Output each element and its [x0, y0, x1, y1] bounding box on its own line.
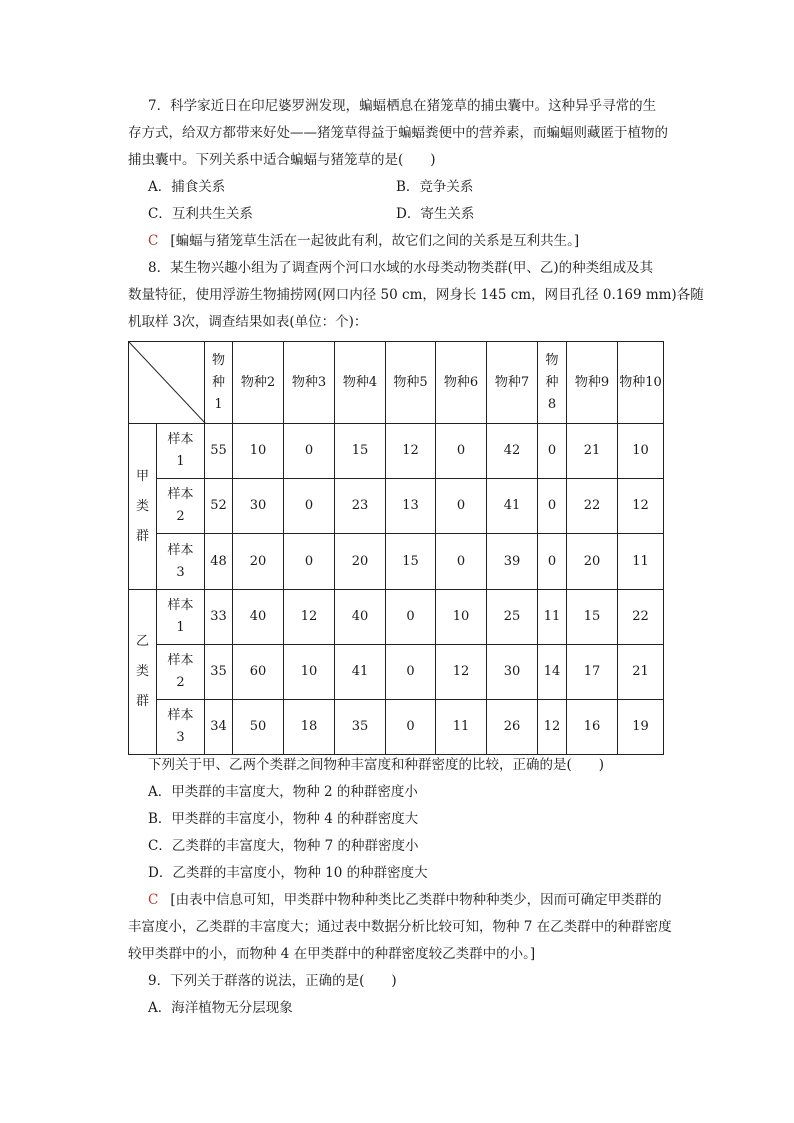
- table-cell: 34: [205, 700, 233, 755]
- table-cell: 0: [436, 479, 487, 534]
- table-cell: 0: [284, 424, 335, 479]
- species-header: 物种1: [205, 342, 233, 424]
- table-corner-cell: [129, 342, 205, 424]
- table-cell: 0: [436, 424, 487, 479]
- table-cell: 0: [386, 645, 436, 700]
- q8-answer: [148, 890, 662, 910]
- table-cell: 0: [538, 479, 567, 534]
- q8-stem-line3: 机取样 3次，调查结果如表(单位：个)：: [128, 314, 368, 330]
- table-cell: 22: [618, 590, 664, 645]
- table-cell: 0: [284, 479, 335, 534]
- table-cell: 48: [205, 534, 233, 590]
- table-cell: 10: [284, 645, 335, 700]
- table-cell: 10: [436, 590, 487, 645]
- table-cell: 0: [538, 534, 567, 590]
- sample-label: 样本2: [157, 479, 205, 534]
- corner-diagonal: [129, 342, 206, 424]
- q8-explanation-line1: [由表中信息可知，甲类群中物种种类比乙类群中物种种类少，因而可确定甲类群的: [170, 892, 662, 908]
- table-cell: 35: [335, 700, 386, 755]
- q7-answer: [148, 231, 579, 251]
- table-cell: 26: [487, 700, 538, 755]
- q7-stem-line1: 7．科学家近日在印尼婆罗洲发现，蝙蝠栖息在猪笼草的捕虫囊中。这种异乎寻常的生: [148, 98, 657, 114]
- q7-stem-line2: 存方式，给双方都带来好处——猪笼草得益于蝙蝠粪便中的营养素，而蝙蝠则藏匿于植物的: [128, 125, 668, 141]
- table-cell: 0: [538, 424, 567, 479]
- table-cell: 18: [284, 700, 335, 755]
- table-cell: 52: [205, 479, 233, 534]
- table-cell: 10: [233, 424, 284, 479]
- species-header: 物种6: [436, 342, 487, 424]
- q7-explanation: [蝙蝠与猪笼草生活在一起彼此有利，故它们之间的关系是互利共生。]: [170, 233, 580, 249]
- q8-answer-letter: C: [148, 892, 159, 908]
- table-cell: 12: [618, 479, 664, 534]
- table-cell: 16: [567, 700, 618, 755]
- q8-explanation-line2: 丰富度小，乙类群的丰富度大；通过表中数据分析比较可知，物种 7 在乙类群中的种群密度: [128, 919, 672, 935]
- table-cell: 39: [487, 534, 538, 590]
- q8-explanation-line3: 较甲类群中的小，而物种 4 在甲类群中的种群密度较乙类群中的小。]: [128, 946, 536, 962]
- q8-option-d: D．乙类群的丰富度小，物种 10 的种群密度大: [148, 865, 428, 881]
- q9-option-a: A．海洋植物无分层现象: [148, 1000, 293, 1016]
- table-cell: 41: [335, 645, 386, 700]
- q9-stem: 9．下列关于群落的说法，正确的是( ): [148, 973, 397, 989]
- group-label-yi: 乙类群: [129, 590, 157, 755]
- table-cell: 20: [567, 534, 618, 590]
- table-cell: 14: [538, 645, 567, 700]
- q8-option-a: A．甲类群的丰富度大，物种 2 的种群密度小: [148, 784, 418, 800]
- sample-label: 样本1: [157, 424, 205, 479]
- table-cell: 40: [233, 590, 284, 645]
- q7-option-a: A．捕食关系: [148, 179, 226, 195]
- table-cell: 15: [335, 424, 386, 479]
- table-cell: 25: [487, 590, 538, 645]
- table-cell: 23: [335, 479, 386, 534]
- species-header: 物种2: [233, 342, 284, 424]
- table-cell: 10: [618, 424, 664, 479]
- q7-option-d: D．寄生关系: [396, 206, 475, 222]
- table-cell: 11: [618, 534, 664, 590]
- table-cell: 33: [205, 590, 233, 645]
- table-cell: 11: [436, 700, 487, 755]
- species-header: 物种5: [386, 342, 436, 424]
- table-cell: 60: [233, 645, 284, 700]
- table-cell: 30: [487, 645, 538, 700]
- sample-label: 样本3: [157, 700, 205, 755]
- table-cell: 41: [487, 479, 538, 534]
- q7-option-b: B．竞争关系: [396, 179, 474, 195]
- table-cell: 12: [436, 645, 487, 700]
- sample-label: 样本2: [157, 645, 205, 700]
- table-cell: 21: [618, 645, 664, 700]
- table-cell: 21: [567, 424, 618, 479]
- table-cell: 12: [386, 424, 436, 479]
- table-cell: 0: [284, 534, 335, 590]
- table-cell: 22: [567, 479, 618, 534]
- table-cell: 19: [618, 700, 664, 755]
- q8-option-b: B．甲类群的丰富度小，物种 4 的种群密度大: [148, 811, 419, 827]
- sample-label: 样本3: [157, 534, 205, 590]
- table-cell: 17: [567, 645, 618, 700]
- table-cell: 35: [205, 645, 233, 700]
- species-header: 物种3: [284, 342, 335, 424]
- q8-stem-line2: 数量特征，使用浮游生物捕捞网(网口内径 50 cm，网身长 145 cm，网目孔径 0.169 mm)各随: [128, 287, 704, 303]
- table-cell: 42: [487, 424, 538, 479]
- q8-option-c: C．乙类群的丰富度大，物种 7 的种群密度小: [148, 838, 419, 854]
- group-label-jia: 甲类群: [129, 424, 157, 590]
- q7-option-c: C．互利共生关系: [148, 206, 253, 222]
- q8-question: 下列关于甲、乙两个类群之间物种丰富度和种群密度的比较，正确的是( ): [148, 757, 605, 773]
- species-header: 物种8: [538, 342, 567, 424]
- table-cell: 0: [436, 534, 487, 590]
- table-cell: 11: [538, 590, 567, 645]
- species-header: 物种7: [487, 342, 538, 424]
- table-cell: 0: [386, 700, 436, 755]
- q7-answer-letter: C: [148, 233, 159, 249]
- table-cell: 13: [386, 479, 436, 534]
- table-cell: 20: [335, 534, 386, 590]
- species-table: [128, 341, 664, 755]
- species-header: 物种4: [335, 342, 386, 424]
- q8-stem-line1: 8．某生物兴趣小组为了调查两个河口水域的水母类动物类群(甲、乙)的种类组成及其: [148, 260, 654, 276]
- table-cell: 50: [233, 700, 284, 755]
- table-cell: 20: [233, 534, 284, 590]
- table-cell: 30: [233, 479, 284, 534]
- table-cell: 55: [205, 424, 233, 479]
- sample-label: 样本1: [157, 590, 205, 645]
- table-cell: 15: [567, 590, 618, 645]
- table-cell: 12: [538, 700, 567, 755]
- species-header: 物种10: [618, 342, 664, 424]
- table-cell: 0: [386, 590, 436, 645]
- species-header: 物种9: [567, 342, 618, 424]
- table-cell: 15: [386, 534, 436, 590]
- q7-stem-line3: 捕虫囊中。下列关系中适合蝙蝠与猪笼草的是( ): [128, 152, 436, 168]
- table-cell: 40: [335, 590, 386, 645]
- table-cell: 12: [284, 590, 335, 645]
